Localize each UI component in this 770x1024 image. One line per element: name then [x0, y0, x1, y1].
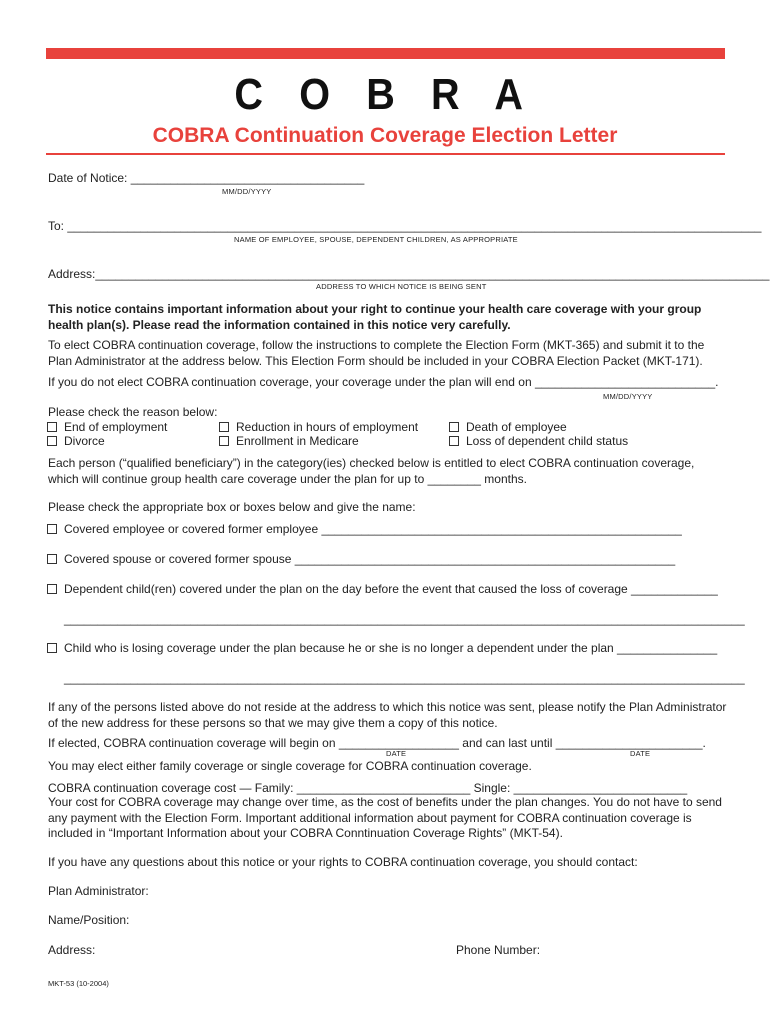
- end-date-hint: DATE: [630, 749, 651, 758]
- date-of-notice-hint: MM/DD/YYYY: [222, 187, 272, 196]
- checkbox-icon[interactable]: [219, 422, 229, 432]
- brand-heading: C O B R A: [234, 70, 536, 119]
- check-instruction: Please check the appropriate box or boxes below and give the name:: [48, 500, 416, 514]
- questions-line: If you have any questions about this notice or your rights to COBRA continuation coverage, you should contact:: [48, 855, 638, 869]
- coverage-type-line: You may elect either family coverage or single coverage for COBRA continuation coverage.: [48, 759, 532, 773]
- important-notice: This notice contains important information about your right to continue your health care coverage with your group health plan(s). Please read the information contained in this notice very carefully.: [48, 302, 702, 332]
- beneficiary-employee[interactable]: Covered employee or covered former employee ______________________________________________________: [47, 522, 682, 537]
- nondependent-child-name-line[interactable]: ______________________________________________________________________________________________________: [64, 671, 745, 685]
- reason-reduction-hours[interactable]: Reduction in hours of employment: [219, 420, 418, 435]
- coverage-begin-line[interactable]: If elected, COBRA continuation coverage will begin on __________________ and can last until ______________________.: [48, 736, 706, 750]
- to-field-hint: NAME OF EMPLOYEE, SPOUSE, DEPENDENT CHILDREN, AS APPROPRIATE: [234, 235, 518, 244]
- address-field-hint: ADDRESS TO WHICH NOTICE IS BEING SENT: [316, 282, 487, 291]
- date-of-notice-field[interactable]: Date of Notice: ___________________________________: [48, 171, 365, 185]
- begin-date-hint: DATE: [386, 749, 407, 758]
- to-field[interactable]: To: ________________________________________________________________________________________________________: [48, 219, 762, 233]
- reason-death-of-employee[interactable]: Death of employee: [449, 420, 567, 435]
- coverage-end-line[interactable]: If you do not elect COBRA continuation coverage, your coverage under the plan will end on ___________________________.: [48, 375, 719, 389]
- address-field[interactable]: Address:_____________________________________________________________________________________________________: [48, 267, 770, 281]
- beneficiary-nondependent-child[interactable]: Child who is losing coverage under the plan because he or she is no longer a dependent under the plan _______________: [47, 641, 717, 656]
- checkbox-icon[interactable]: [47, 584, 57, 594]
- checkbox-icon[interactable]: [449, 436, 459, 446]
- phone-number-label: Phone Number:: [456, 943, 541, 957]
- beneficiary-dependent-child[interactable]: Dependent child(ren) covered under the plan on the day before the event that caused the loss of coverage _____________: [47, 582, 718, 597]
- checkbox-icon[interactable]: [47, 554, 57, 564]
- election-instructions: To elect COBRA continuation coverage, follow the instructions to complete the Election Form (MKT-365) and submit it to the Plan Administrator at the address below. This Election Form should be included in your COBRA Election Packet (MKT-171).: [48, 338, 705, 368]
- checkbox-icon[interactable]: [449, 422, 459, 432]
- reason-medicare[interactable]: Enrollment in Medicare: [219, 434, 359, 449]
- beneficiary-spouse[interactable]: Covered spouse or covered former spouse _________________________________________________________: [47, 552, 675, 567]
- plan-administrator-label: Plan Administrator:: [48, 884, 149, 898]
- contact-address-label: Address:: [48, 943, 96, 957]
- reason-divorce[interactable]: Divorce: [47, 434, 105, 449]
- name-position-label: Name/Position:: [48, 913, 130, 927]
- top-red-bar: [46, 48, 725, 59]
- address-change-paragraph: If any of the persons listed above do not reside at the address to which this notice was sent, please notify the Plan Administrator of the new address for these persons so that we may give them a copy of this notice.: [48, 700, 727, 730]
- checkbox-icon[interactable]: [47, 422, 57, 432]
- entitlement-paragraph: Each person (“qualified beneficiary”) in the category(ies) checked below is entitled to elect COBRA continuation coverage, which will continue group health care coverage under the plan for up to ________ months.: [48, 456, 695, 486]
- coverage-end-hint: MM/DD/YYYY: [603, 392, 653, 401]
- title-divider: [46, 153, 725, 155]
- reason-end-of-employment[interactable]: End of employment: [47, 420, 167, 435]
- reason-loss-dependent-status[interactable]: Loss of dependent child status: [449, 434, 628, 449]
- form-code: MKT-53 (10-2004): [48, 979, 109, 988]
- document-title: COBRA Continuation Coverage Election Letter: [152, 124, 618, 147]
- cost-paragraph: Your cost for COBRA coverage may change over time, as the cost of benefits under the plan changes. You do not have to send any payment with the Election Form. Important additional information about payment for COBRA continuation coverage is included in “Important Information about your COBRA Conntinuation Coverage Rights” (MKT-54).: [48, 795, 722, 840]
- checkbox-icon[interactable]: [47, 643, 57, 653]
- checkbox-icon[interactable]: [47, 436, 57, 446]
- coverage-cost-line[interactable]: COBRA continuation coverage cost — Family: __________________________ Single: __________________________: [48, 781, 688, 795]
- checkbox-icon[interactable]: [47, 524, 57, 534]
- reason-label: Please check the reason below:: [48, 405, 218, 419]
- checkbox-icon[interactable]: [219, 436, 229, 446]
- dependent-child-name-line[interactable]: ______________________________________________________________________________________________________: [64, 612, 745, 626]
